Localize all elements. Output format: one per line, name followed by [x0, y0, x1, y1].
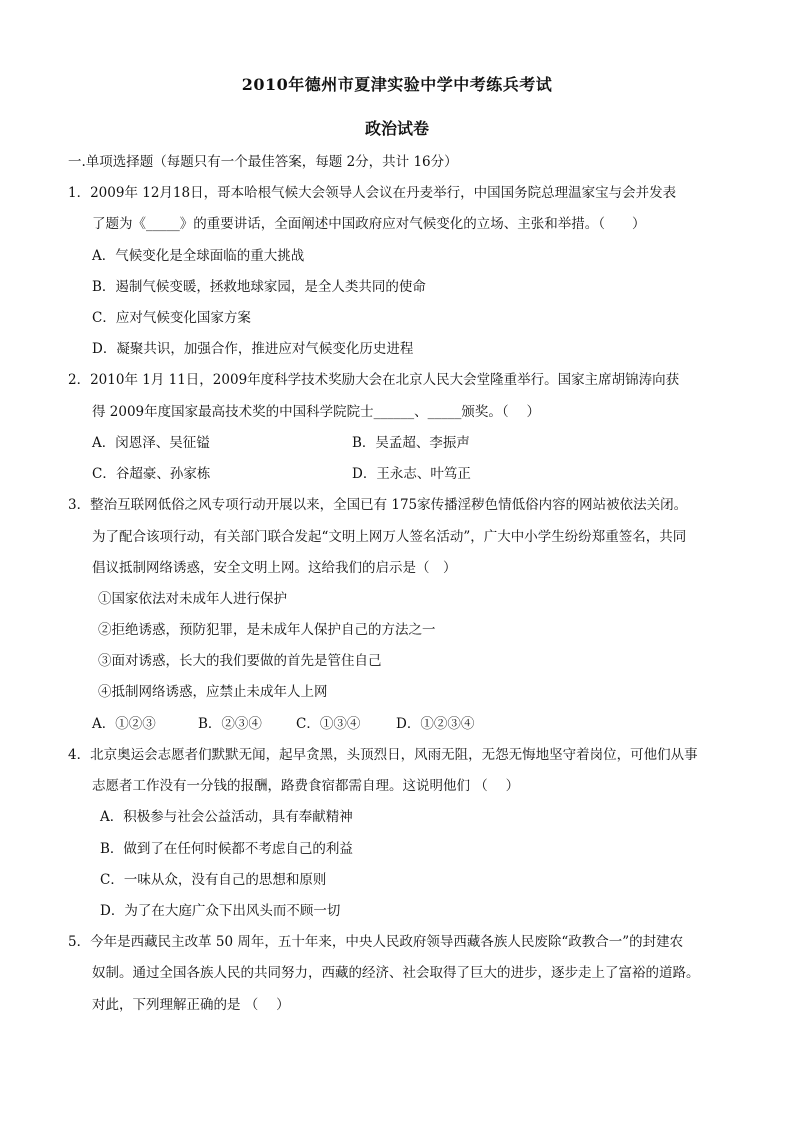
- question-1-option-a: A．气候变化是全球面临的重大挑战: [92, 248, 305, 264]
- question-4-option-a: A．积极参与社会公益活动，具有奉献精神: [100, 809, 353, 825]
- question-4-option-d: D．为了在大庭广众下出风头而不顾一切: [100, 903, 341, 919]
- question-1-option-c: C．应对气候变化国家方案: [92, 310, 251, 326]
- question-3-option-b: B．②③④: [198, 716, 262, 732]
- question-3-item-1: ①国家依法对未成年人进行保护: [98, 591, 287, 607]
- question-3-item-4: ④抵制网络诱惑，应禁止未成年人上网: [98, 684, 328, 700]
- question-1-option-b: B．遏制气候变暖，拯救地球家园，是全人类共同的使命: [92, 279, 426, 295]
- section-heading: 一.单项选择题（每题只有一个最佳答案，每题 2分，共计 16分）: [68, 154, 458, 170]
- question-3-option-d: D．①②③④: [396, 716, 475, 732]
- question-4-stem-line-2: 志愿者工作没有一分钱的报酬，路费食宿都需自理。这说明他们 （ ）: [92, 778, 520, 794]
- question-2-option-b: B．吴孟超、李振声: [352, 435, 470, 451]
- question-2-option-a: A．闵恩泽、吴征镒: [92, 435, 210, 451]
- question-4-stem-line-1: 4．北京奥运会志愿者们默默无闻，起早贪黑，头顶烈日，风雨无阻，无怨无悔地坚守着岗位，可他们从事: [68, 747, 698, 763]
- question-1-stem-line-2: 了题为《_____》的重要讲话，全面阐述中国政府应对气候变化的立场、主张和举措。（ ）: [92, 216, 646, 232]
- question-5-stem-line-2: 奴制。通过全国各族人民的共同努力，西藏的经济、社会取得了巨大的进步，逐步走上了富裕的道路。: [92, 965, 700, 981]
- question-5-stem-line-1: 5．今年是西藏民主改革 50 周年，五十年来，中央人民政府领导西藏各族人民废除“政教合一”的封建农: [68, 934, 684, 950]
- question-1-stem-line-1: 1．2009年 12月18日，哥本哈根气候大会领导人会议在丹麦举行，中国国务院总理温家宝与会并发表: [68, 185, 677, 201]
- question-3-item-2: ②拒绝诱惑，预防犯罪，是未成年人保护自己的方法之一: [98, 622, 436, 638]
- exam-subtitle: 政治试卷: [364, 119, 429, 138]
- question-2-stem-line-2: 得 2009年度国家最高技术奖的中国科学院院士______、_____颁奖。（ ）: [92, 404, 540, 420]
- question-4-option-c: C．一味从众，没有自己的思想和原则: [100, 872, 327, 888]
- question-2-option-d: D．王永志、叶笃正: [352, 466, 471, 482]
- question-3-item-3: ③面对诱惑，长大的我们要做的首先是管住自己: [98, 653, 382, 669]
- question-3-stem-line-3: 倡议抵制网络诱惑，安全文明上网。这给我们的启示是（ ）: [92, 560, 457, 576]
- question-2-stem-line-1: 2．2010年 1月 11日，2009年度科学技术奖励大会在北京人民大会堂隆重举行。国家主席胡锦涛向获: [68, 372, 680, 388]
- question-3-stem-line-1: 3．整治互联网低俗之风专项行动开展以来，全国已有 175家传播淫秽色情低俗内容的网站被依法关闭。: [68, 497, 688, 513]
- question-2-option-c: C．谷超豪、孙家栋: [92, 466, 211, 482]
- exam-title: 2010年德州市夏津实验中学中考练兵考试: [241, 75, 553, 94]
- question-5-stem-line-3: 对此，下列理解正确的是 （ ）: [92, 997, 290, 1013]
- question-3-stem-line-2: 为了配合该项行动，有关部门联合发起“文明上网万人签名活动”，广大中小学生纷纷郑重签名，共同: [92, 529, 687, 545]
- question-1-option-d: D．凝聚共识，加强合作，推进应对气候变化历史进程: [92, 341, 414, 357]
- question-4-option-b: B．做到了在任何时候都不考虑自己的利益: [100, 841, 353, 857]
- question-3-option-c: C．①③④: [296, 716, 361, 732]
- question-3-option-a: A．①②③: [92, 716, 156, 732]
